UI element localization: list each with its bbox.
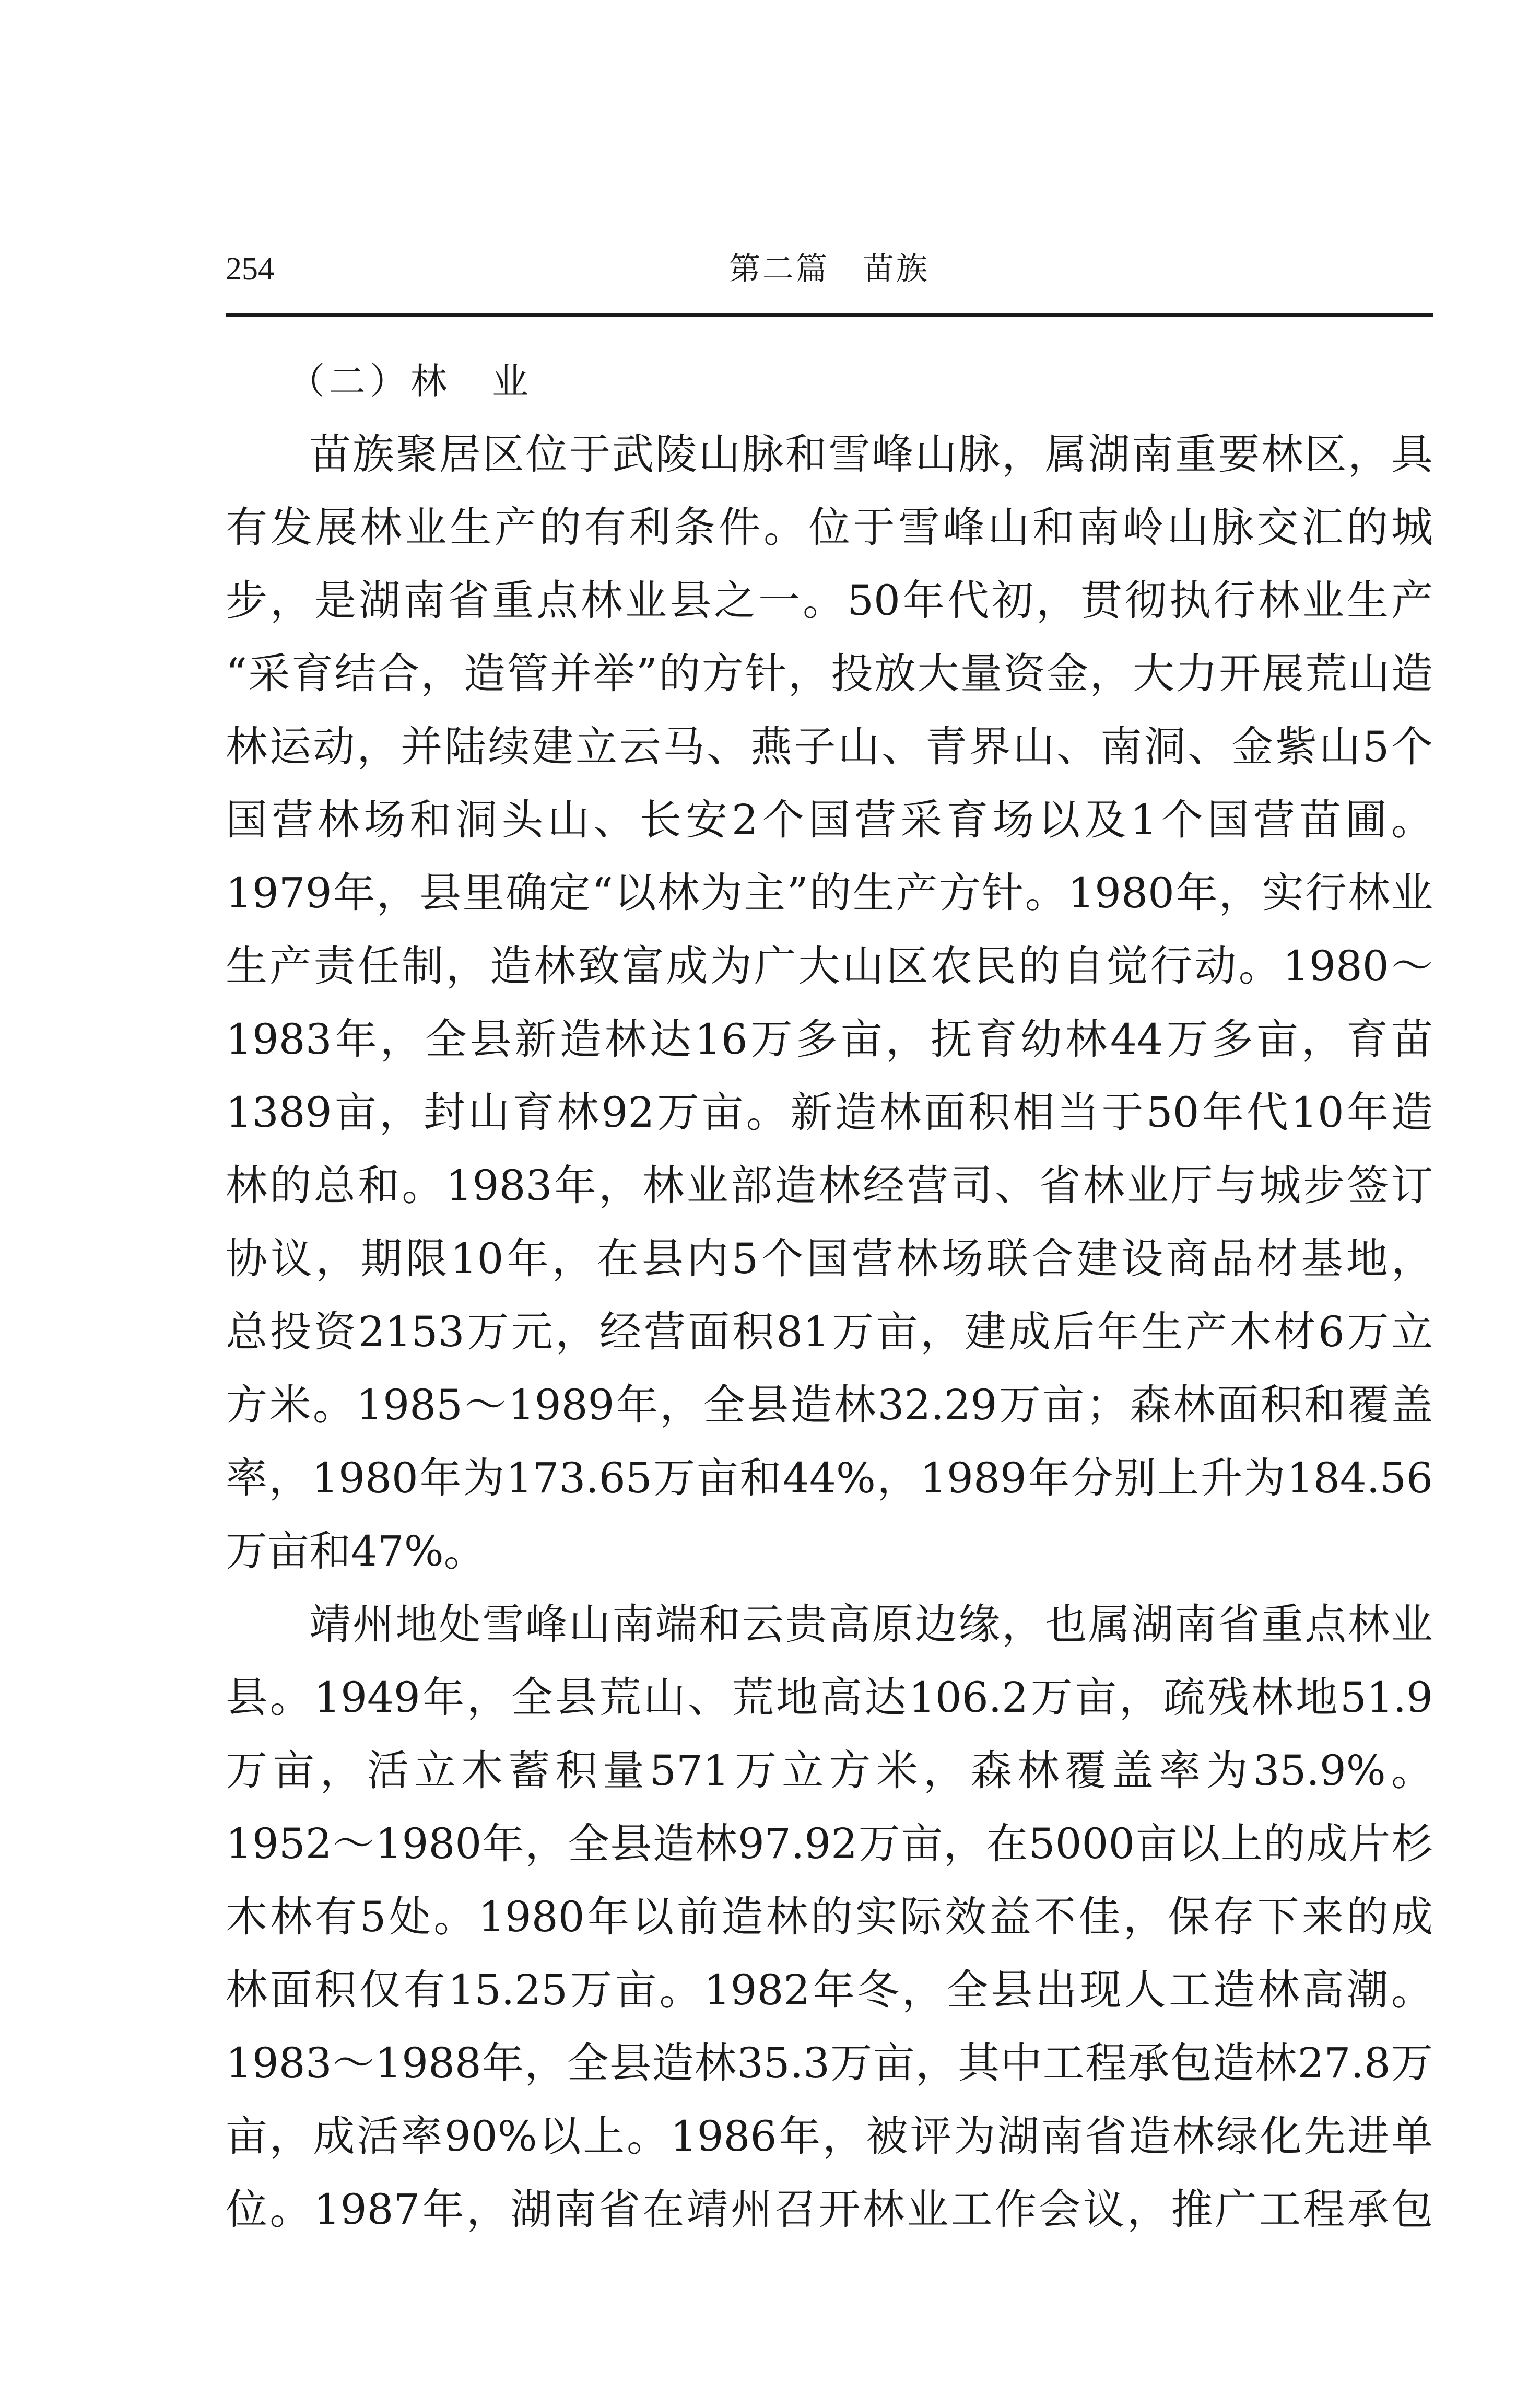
paragraph-line: 协议，期限10年，在县内5个国营林场联合建设商品材基地， (226, 1234, 1433, 1283)
paragraph-line: 位。1987年，湖南省在靖州召开林业工作会议，推广工程承包 (226, 2185, 1433, 2234)
paragraph-line: 率，1980年为173.65万亩和44%，1989年分别上升为184.56 (226, 1454, 1433, 1502)
paragraph-line: 县。1949年，全县荒山、荒地高达106.2万亩，疏残林地51.9 (226, 1673, 1433, 1722)
paragraph-line: 苗族聚居区位于武陵山脉和雪峰山脉，属湖南重要林区，具 (309, 430, 1433, 478)
paragraph-line: 万亩，活立木蓄积量571万立方米，森林覆盖率为35.9%。 (226, 1746, 1433, 1795)
paragraph-line: 靖州地处雪峰山南端和云贵高原边缘，也属湖南省重点林业 (309, 1600, 1433, 1649)
page-body (226, 345, 1433, 2246)
paragraph-line: 林面积仅有15.25万亩。1982年冬，全县出现人工造林高潮。 (226, 1966, 1433, 2014)
paragraph-line: 国营林场和洞头山、长安2个国营采育场以及1个国营苗圃。 (226, 796, 1433, 844)
header-rule (226, 313, 1433, 317)
paragraph-line: 1952～1980年，全县造林97.92万亩，在5000亩以上的成片杉 (226, 1819, 1433, 1868)
page-header (226, 246, 1433, 293)
paragraph-line: 1983～1988年，全县造林35.3万亩，其中工程承包造林27.8万 (226, 2039, 1433, 2087)
page-number: 254 (226, 251, 274, 287)
paragraph-line: 亩，成活率90%以上。1986年，被评为湖南省造林绿化先进单 (226, 2112, 1433, 2161)
section-heading: （二）林 业 (288, 360, 533, 403)
paragraph-line: 木林有5处。1980年以前造林的实际效益不佳，保存下来的成 (226, 1893, 1433, 1941)
paragraph-forestry-jingzhou (226, 1588, 1433, 2246)
paragraph-line: 有发展林业生产的有利条件。位于雪峰山和南岭山脉交汇的城 (226, 503, 1433, 552)
paragraph-line: 林运动，并陆续建立云马、燕子山、青界山、南洞、金紫山5个 (226, 722, 1433, 771)
paragraph-line: 万亩和47%。 (226, 1527, 486, 1575)
paragraph-line: 生产责任制，造林致富成为广大山区农民的自觉行动。1980～ (226, 942, 1433, 990)
paragraph-line: 总投资2153万元，经营面积81万亩，建成后年生产木材6万立 (226, 1308, 1433, 1356)
paragraph-line: 1983年，全县新造林达16万多亩，抚育幼林44万多亩，育苗 (226, 1015, 1433, 1064)
running-title: 第二篇 苗族 (729, 251, 930, 287)
paragraph-line: 1979年，县里确定“以林为主”的生产方针。1980年，实行林业 (226, 869, 1433, 917)
paragraph-line: 1389亩，封山育林92万亩。新造林面积相当于50年代10年造 (226, 1088, 1433, 1137)
paragraph-line: 林的总和。1983年，林业部造林经营司、省林业厅与城步签订 (226, 1161, 1433, 1210)
paragraph-line: “采育结合，造管并举”的方针，投放大量资金，大力开展荒山造 (226, 649, 1433, 698)
paragraph-line: 方米。1985～1989年，全县造林32.29万亩；森林面积和覆盖 (226, 1381, 1433, 1429)
paragraph-line: 步，是湖南省重点林业县之一。50年代初，贯彻执行林业生产 (226, 576, 1433, 625)
paragraph-forestry-chengbu (226, 418, 1433, 1588)
